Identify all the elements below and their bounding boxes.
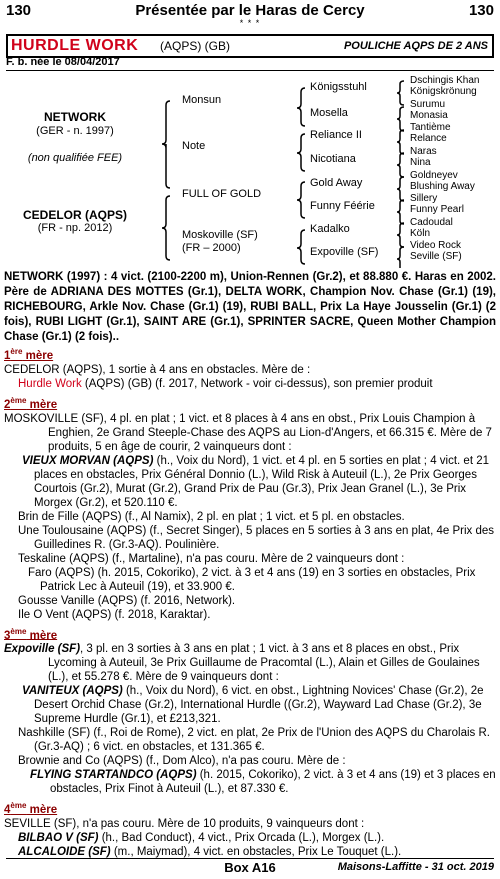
pedigree-g4-item: Funny Pearl bbox=[410, 204, 464, 215]
fourth-dam-heading: 4ème mère bbox=[4, 801, 58, 817]
first-dam-produce: Hurdle Work (AQPS) (GB) (f. 2017, Network - voir ci-dessus), son premier produit bbox=[18, 377, 433, 390]
pedigree-g4-item: Nina bbox=[410, 157, 431, 168]
pedigree-g4-item: Relance bbox=[410, 133, 447, 144]
first-dam-text: CEDELOR (AQPS), 1 sortie à 4 ans en obstacles. Mère de : bbox=[4, 363, 311, 376]
pedigree-g3-item: Reliance II bbox=[310, 129, 362, 141]
pedigree-g4-item: Seville (SF) bbox=[410, 251, 462, 262]
pedigree-g4-item: Surumu bbox=[410, 99, 446, 110]
pedigree-g2-item: Note bbox=[182, 140, 206, 152]
pedigree-g4-item: Blushing Away bbox=[410, 181, 475, 192]
horse-type: POULICHE AQPS DE 2 ANS bbox=[343, 40, 488, 52]
pedigree-g4-item: Königskrönung bbox=[410, 86, 477, 97]
pedigree-g3-item: Gold Away bbox=[310, 177, 363, 189]
horse-name: HURDLE WORK bbox=[11, 37, 139, 54]
lot-number-right: 130 bbox=[468, 2, 494, 19]
sire-summary: NETWORK (1997) : 4 vict. (2100-2200 m), Union-Rennen (Gr.2), et 88.880 €. Haras en 2002. Père de ADRIANA DES MOTTES (Gr.1), DELTA WORK, Champion Nov. Chase (Gr.1) (19), RICHEBOURG, Arkle Nov. Chase (Gr.1) (19), RUBI BALL, Prix La Haye Jousselin (Gr.1) (2 fois), RUBI LIGHT (Gr.1), SAINT ARE (Gr.1), SPRINTER SACRE, Queen Mother Champion Chase (Gr.1) (2 fois).. bbox=[4, 271, 496, 343]
produce-entry: FLYING STARTANDCO (AQPS) (h. 2015, Cokoriko), 2 vict. à 3 et 4 ans (19) et 3 places en obstacles, Prix Finot à Auteuil (L.), et 87.330 €. bbox=[30, 769, 496, 796]
pedigree-g2-item: (FR – 2000) bbox=[182, 242, 241, 254]
sire-note: (non qualifiée FEE) bbox=[27, 152, 123, 164]
pedigree-g2-item: Monsun bbox=[182, 94, 222, 106]
third-dam-text: Expoville (SF), 3 pl. en 3 sorties à 3 ans en plat ; 1 vict. à 3 ans et 8 places en obst., Prix Lycoming à Auteuil, 3e Prix Guillaume de Pracomtal (L.), Alain et Gilles de Goulaines (L.), et 55.278 €. Mère de 9 vainqueurs dont : bbox=[4, 643, 480, 684]
produce-entry: Brin de Fille (AQPS) (f., Al Namix), 2 pl. en plat ; 1 vict. et 5 pl. en obstacles. bbox=[18, 510, 405, 523]
horse-breed: (AQPS) (GB) bbox=[160, 39, 231, 53]
pedigree-g4-item: Tantième bbox=[410, 122, 451, 133]
birth-line: F. b. née le 08/04/2017 bbox=[6, 56, 494, 71]
pedigree-g3-item: Kadalko bbox=[310, 223, 350, 235]
horse-title-box bbox=[6, 34, 494, 58]
produce-entry: VIEUX MORVAN (AQPS) (h., Voix du Nord), 1 vict. et 4 pl. en 5 sorties en plat ; 4 vict. et 21 places en obstacles, Prix Général Donnio (L.), Wild Risk à Auteuil (L.), 2e Prix Georges Courtois (Gr.2), Murat (Gr.2), Grand Prix de Pau (Gr.3), Prix Jean Granel (L.), 3e Prix Morgex (Gr.2), et 520.110 €. bbox=[22, 454, 490, 509]
pedigree-g3-item: Expoville (SF) bbox=[310, 246, 379, 258]
produce-entry: VANITEUX (AQPS) (h., Voix du Nord), 6 vict. en obst., Lightning Novices' Chase (Gr.2), 2e Desert Orchid Chase (Gr.2), International Hurdle ((Gr.2), Wayward Lad Chase (Gr.2), 3e Supreme Hurdle (Gr.1), et £213,321. bbox=[22, 685, 484, 726]
pedigree-g4-item: Goldneyev bbox=[410, 170, 458, 181]
sire-info: (GER - n. 1997) bbox=[36, 125, 114, 137]
pedigree-g4-item: Dschingis Khan bbox=[410, 75, 480, 86]
first-dam-heading: 1ère mère bbox=[4, 347, 54, 362]
lot-number-left: 130 bbox=[6, 2, 32, 19]
produce-entry: Gousse Vanille (AQPS) (f. 2016, Network). bbox=[18, 594, 236, 607]
produce-entry: Une Toulousaine (AQPS) (f., Secret Singer), 5 places en 5 sorties à 3 ans en plat, 4e Prix des Guilledines R. (Gr.3-AQ). Poulinière. bbox=[18, 524, 495, 551]
second-dam-text: MOSKOVILLE (SF), 4 pl. en plat ; 1 vict. et 8 places à 4 ans en obst., Prix Louis Champion à Enghien, 2e Grand Steeple-Chase des AQPS au Lion-d'Angers, et 66.315 €. Mère de 7 produits, 5 en âge de courir, 2 vainqueurs dont : bbox=[4, 412, 492, 453]
pedigree-g3-item: Nicotiana bbox=[310, 153, 356, 165]
consignor-title: Présentée par le Haras de Cercy bbox=[135, 2, 365, 19]
produce-entry: ALCALOIDE (SF) (m., Maiymad), 4 vict. en obstacles, Prix Le Touquet (L.). bbox=[18, 846, 402, 859]
box-label: Box A16 bbox=[224, 860, 276, 875]
dam-name: CEDELOR (AQPS) bbox=[22, 208, 127, 222]
sire-name: NETWORK bbox=[44, 110, 106, 124]
pedigree-g3-item: Funny Féérie bbox=[310, 200, 375, 212]
venue-date: Maisons-Laffitte - 31 oct. 2019 bbox=[337, 861, 494, 873]
third-dam-heading: 3ème mère bbox=[4, 626, 58, 642]
produce-entry: BILBAO V (SF) (h., Bad Conduct), 4 vict., Prix Orcada (L.), Morgex (L.). bbox=[18, 832, 385, 845]
second-dam-heading: 2ème mère bbox=[4, 395, 58, 411]
pedigree-g4-item: Video Rock bbox=[410, 240, 461, 251]
header-stars: * * * bbox=[239, 18, 261, 28]
pedigree-g4-item: Naras bbox=[410, 146, 437, 157]
produce-entry: Nashkille (SF) (f., Roi de Rome), 2 vict. en plat, 2e Prix de l'Union des AQPS du Charolais R. (Gr.3-AQ) ; 6 vict. en obstacles, et 131.365 €. bbox=[18, 727, 490, 754]
produce-entry: Faro (AQPS) (h. 2015, Cokoriko), 2 vict. à 3 et 4 ans (19) en 3 sorties en obstacles, Prix Patrick Lec à Auteuil (19), et 33.900 €. bbox=[28, 566, 476, 593]
pedigree-g2-item: FULL OF GOLD bbox=[182, 188, 262, 200]
pedigree-g2-item: Moskoville (SF) bbox=[182, 229, 258, 241]
pedigree-g4-item: Sillery bbox=[410, 193, 438, 204]
produce-entry: Brownie and Co (AQPS) (f., Dom Alco), n'a pas couru. Mère de : bbox=[18, 755, 346, 768]
page-footer bbox=[6, 858, 494, 875]
pedigree-g4-item: Köln bbox=[410, 228, 431, 239]
pedigree-tree bbox=[0, 72, 500, 268]
produce-entry: Teskaline (AQPS) (f., Martaline), n'a pas couru. Mère de 2 vainqueurs dont : bbox=[18, 552, 405, 565]
fourth-dam-text: SEVILLE (SF), n'a pas couru. Mère de 10 produits, 9 vainqueurs dont : bbox=[4, 818, 365, 831]
produce-entry: Ile O Vent (AQPS) (f. 2018, Karaktar). bbox=[18, 608, 211, 621]
pedigree-g4-item: Cadoudal bbox=[410, 217, 453, 228]
pedigree-g4-item: Monasia bbox=[410, 110, 448, 121]
pedigree-g3-item: Mosella bbox=[310, 107, 348, 119]
pedigree-g3-item: Königsstuhl bbox=[310, 81, 367, 93]
family-section bbox=[4, 342, 496, 859]
dam-info: (FR - np. 2012) bbox=[37, 222, 113, 234]
